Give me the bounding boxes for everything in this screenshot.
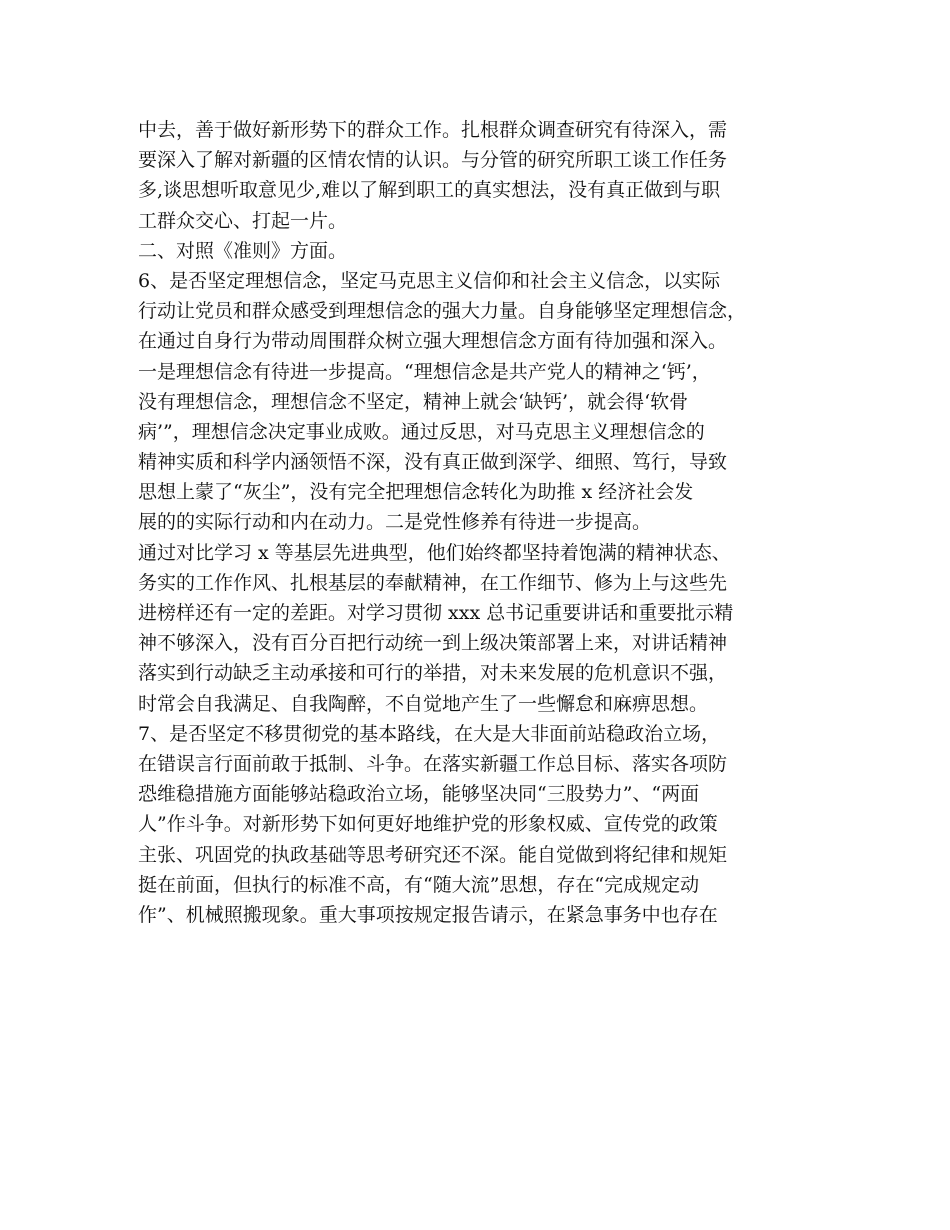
- text-line: 时常会自我满足、自我陶醉，不自觉地产生了一些懈怠和麻痹思想。: [138, 692, 709, 715]
- section-heading: 二、对照《准则》方面。: [138, 239, 348, 262]
- text-line: 病’”，理想信念决定事业成败。通过反思，对马克思主义理想信念的: [138, 420, 705, 443]
- text-line: 要深入了解对新疆的区情农情的认识。与分管的研究所职工谈工作任务: [138, 149, 728, 172]
- text-line: 在通过自身行为带动周围群众树立强大理想信念方面有待加强和深入。: [138, 330, 728, 353]
- text-line: 7、是否坚定不移贯彻党的基本路线，在大是大非面前站稳政治立场，: [138, 722, 721, 745]
- text-line: 思想上蒙了“灰尘”，没有完全把理想信念转化为助推 x 经济社会发: [138, 481, 694, 504]
- text-line: 通过对比学习 x 等基层先进典型，他们始终都坚持着饱满的精神状态、: [138, 541, 731, 564]
- text-line: 一是理想信念有待进一步提高。“理想信念是共产党人的精神之‘钙’，: [138, 360, 711, 383]
- text-line: 主张、巩固党的执政基础等思考研究还不深。能自觉做到将纪律和规矩: [138, 843, 728, 866]
- text-line: 工群众交心、打起一片。: [138, 209, 348, 232]
- text-line: 进榜样还有一定的差距。对学习贯彻 xxx 总书记重要讲话和重要批示精: [138, 602, 734, 624]
- text-line: 务实的工作作风、扎根基层的奉献精神，在工作细节、修为上与这些先: [138, 571, 728, 594]
- text-line: 中去，善于做好新形势下的群众工作。扎根群众调查研究有待深入，需: [138, 119, 728, 141]
- text-line: 挺在前面，但执行的标准不高，有“随大流”思想，存在“完成规定动: [138, 873, 700, 896]
- text-line: 人”作斗争。对新形势下如何更好地维护党的形象权威、宣传党的政策: [138, 813, 718, 836]
- text-line: 行动让党员和群众感受到理想信念的强大力量。自身能够坚定理想信念，: [138, 300, 747, 323]
- text-line: 6、是否坚定理想信念，坚定马克思主义信仰和社会主义信念，以实际: [138, 269, 721, 292]
- text-line: 作”、机械照搬现象。重大事项按规定报告请示，在紧急事务中也存在: [138, 903, 718, 926]
- text-line: 神不够深入，没有百分百把行动统一到上级决策部署上来，对讲话精神: [138, 632, 728, 655]
- text-line: 恐维稳措施方面能够站稳政治立场，能够坚决同“三股势力”、“两面: [138, 783, 700, 806]
- text-line: 精神实质和科学内涵领悟不深，没有真正做到深学、细照、笃行，导致: [138, 451, 728, 474]
- text-line: 展的的实际行动和内在动力。二是党性修养有待进一步提高。: [138, 511, 652, 534]
- text-line: 在错误言行面前敢于抵制、斗争。在落实新疆工作总目标、落实各项防: [138, 752, 728, 775]
- text-line: 落实到行动缺乏主动承接和可行的举措，对未来发展的危机意识不强，: [138, 662, 728, 685]
- text-line: 没有理想信念，理想信念不坚定，精神上就会‘缺钙’，就会得‘软骨: [138, 390, 689, 413]
- text-line: 多,谈思想听取意见少,难以了解到职工的真实想法，没有真正做到与职: [138, 179, 721, 202]
- document-body: [138, 115, 828, 930]
